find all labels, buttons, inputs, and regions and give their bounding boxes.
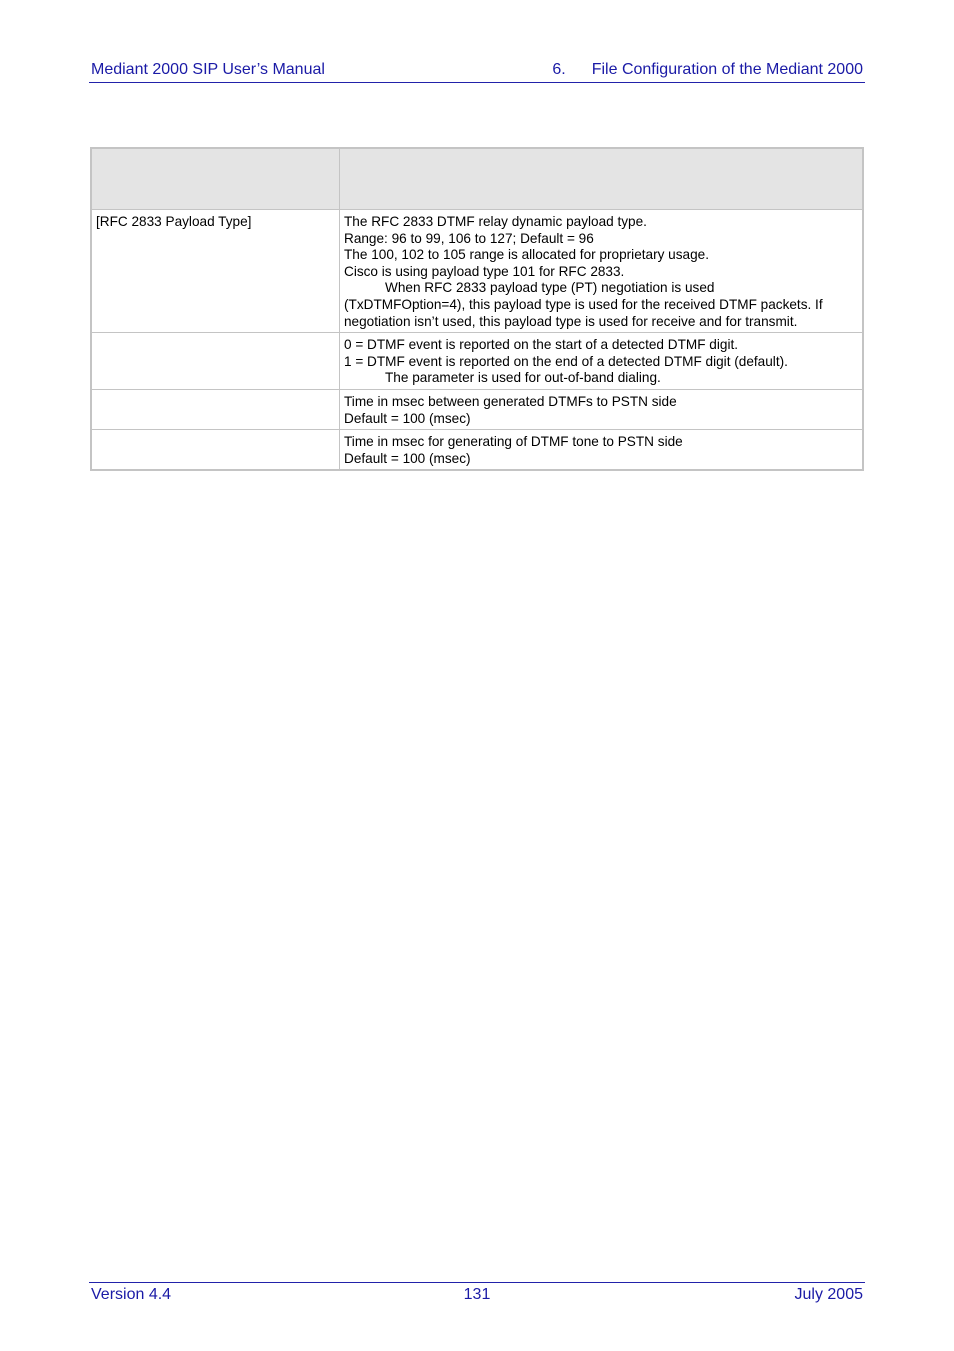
note-line: When RFC 2833 payload type (PT) negotiation is used	[385, 280, 715, 296]
description-line: 0 = DTMF event is reported on the start of a detected DTMF digit.	[344, 337, 739, 353]
page-header	[89, 60, 865, 83]
table-row	[91, 389, 863, 429]
manual-title: Mediant 2000 SIP User’s Manual	[91, 61, 325, 78]
description-line: The 100, 102 to 105 range is allocated for proprietary usage.	[344, 247, 710, 263]
parameter-name: [RFC 2833 Payload Type]	[91, 210, 340, 333]
parameter-name	[91, 333, 340, 390]
description-line: 1 = DTMF event is reported on the end of a detected DTMF digit (default).	[344, 353, 788, 369]
release-date: July 2005	[794, 1286, 863, 1303]
parameter-description	[340, 389, 864, 429]
table-row	[91, 333, 863, 390]
description-line: negotiation isn’t used, this payload type is used for receive and for transmit.	[344, 313, 798, 329]
description-line: Time in msec for generating of DTMF tone to PSTN side	[344, 434, 683, 450]
table-header-row	[91, 148, 863, 210]
description-line: Default = 100 (msec)	[344, 410, 471, 426]
parameter-name	[91, 389, 340, 429]
parameter-description	[340, 333, 864, 390]
description-line: Default = 100 (msec)	[344, 450, 471, 466]
note-line: The parameter is used for out-of-band dialing.	[385, 370, 661, 386]
table-row	[91, 210, 863, 333]
description-line: Range: 96 to 99, 106 to 127; Default = 96	[344, 230, 594, 246]
version-label: Version 4.4	[91, 1286, 172, 1303]
description-line: Cisco is using payload type 101 for RFC 2833.	[344, 263, 625, 279]
description-line: (TxDTMFOption=4), this payload type is used for the received DTMF packets. If	[344, 296, 823, 312]
table-row	[91, 430, 863, 471]
section-title: File Configuration of the Mediant 2000	[591, 61, 863, 78]
parameter-description	[340, 210, 864, 333]
parameter-table	[90, 147, 864, 471]
page-footer	[89, 1282, 865, 1307]
column-header-parameter	[91, 148, 340, 210]
section-number: 6.	[552, 61, 566, 78]
description-line: Time in msec between generated DTMFs to PSTN side	[344, 393, 677, 409]
page-number: 131	[463, 1286, 491, 1303]
section-heading	[552, 61, 863, 79]
column-header-description	[340, 148, 864, 210]
parameter-description	[340, 430, 864, 471]
description-line: The RFC 2833 DTMF relay dynamic payload type.	[344, 214, 647, 229]
parameter-name	[91, 430, 340, 471]
